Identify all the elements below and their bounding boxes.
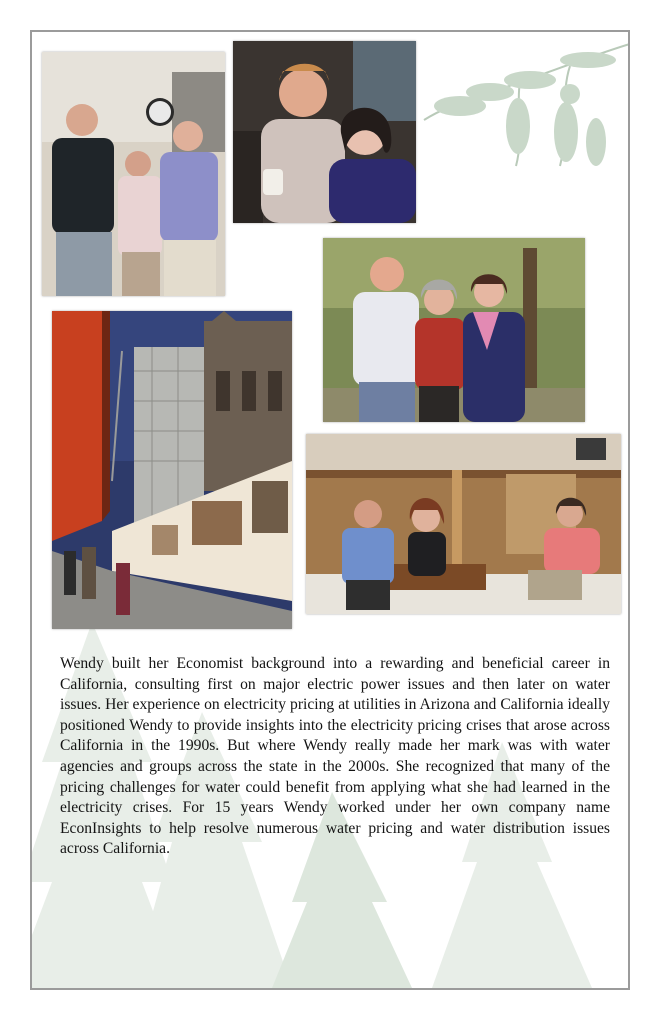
body-paragraph: Wendy built her Economist background into a rewarding and beneficial career in California, consulting first on major electric power issues and then later on water issues. Her experience on electricity pricing at utilities in Arizona and California ideally positioned Wendy to provide insights into the electricity pricing crises that arose across California in the 1990s. But where Wendy really made her mark was with water agencies and groups across the state in the 2000s. She recognized that many of the pricing challenges for water could benefit from applying what she had learned in the electricity crises. For 15 years Wendy worked under her own company name EconInsights to help resolve numerous water pricing and water distribution issues across California. [60,655,610,858]
page-frame [30,30,630,990]
photo-street-cathedral [52,311,292,629]
pine-branch-decoration [420,36,630,186]
photo-party-couple [233,41,416,223]
photo-boat-cabin [306,434,621,614]
group-photo-kitchen [42,52,225,296]
photo-outdoor-trio [323,238,585,422]
